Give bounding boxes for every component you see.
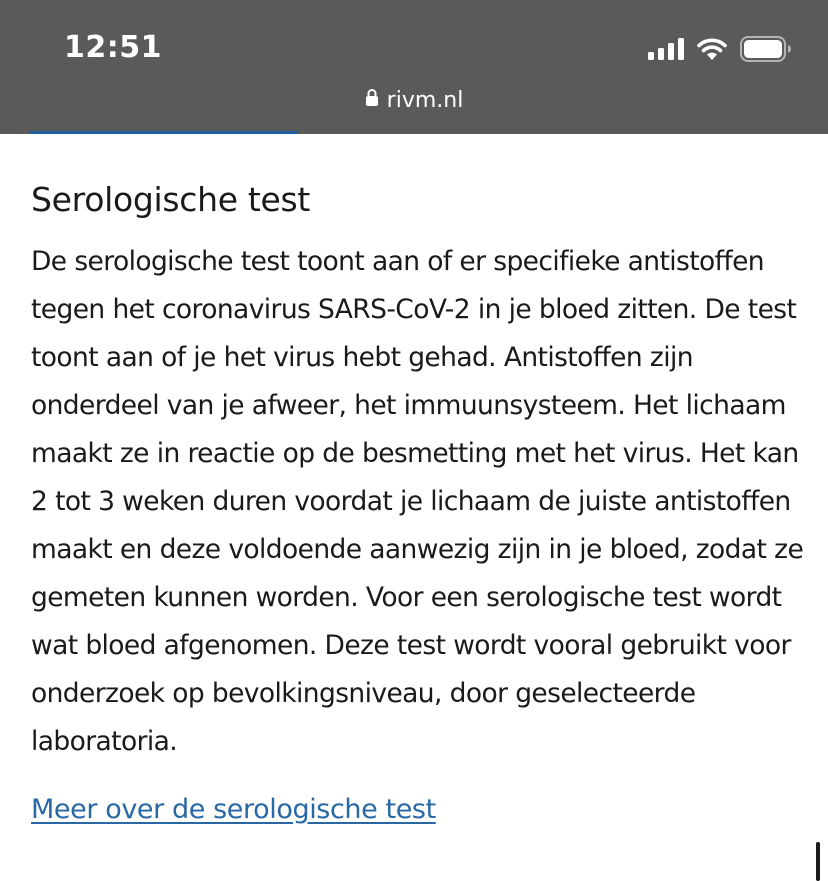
battery-icon [740, 36, 792, 62]
lock-icon [365, 88, 379, 113]
previous-link-underline [30, 131, 298, 134]
article-content [31, 170, 806, 825]
section-heading: Serologische test [31, 180, 311, 219]
address-bar[interactable] [0, 88, 828, 113]
status-bar [0, 0, 828, 134]
status-icons [648, 36, 792, 62]
wifi-icon [696, 37, 728, 61]
more-about-serological-test-link[interactable]: Meer over de serologische test [31, 794, 436, 825]
status-time: 12:51 [64, 30, 162, 65]
cellular-signal-icon [648, 38, 684, 60]
section-body-text: De serologische test toont aan of er specifieke antistoffen tegen het coronavirus SARS-CoV-2 in je bloed zitten. De test toont aan of je het virus hebt gehad. Antistoffen zijn onderdeel van je afweer, het immuunsysteem. Het lichaam maakt ze in reactie op de besmetting met het virus. Het kan 2 tot 3 weken duren voordat je lichaam de juiste antistoffen maakt en deze voldoende aanwezig zijn in je bloed, zodat ze gemeten kunnen worden. Voor een serologische test wordt wat bloed afgenomen. Deze test wordt vooral gebruikt voor onderzoek op bevolkingsniveau, door geselecteerde laboratoria. [31, 246, 804, 757]
url-text: rivm.nl [386, 88, 464, 113]
scroll-indicator[interactable] [816, 842, 820, 881]
